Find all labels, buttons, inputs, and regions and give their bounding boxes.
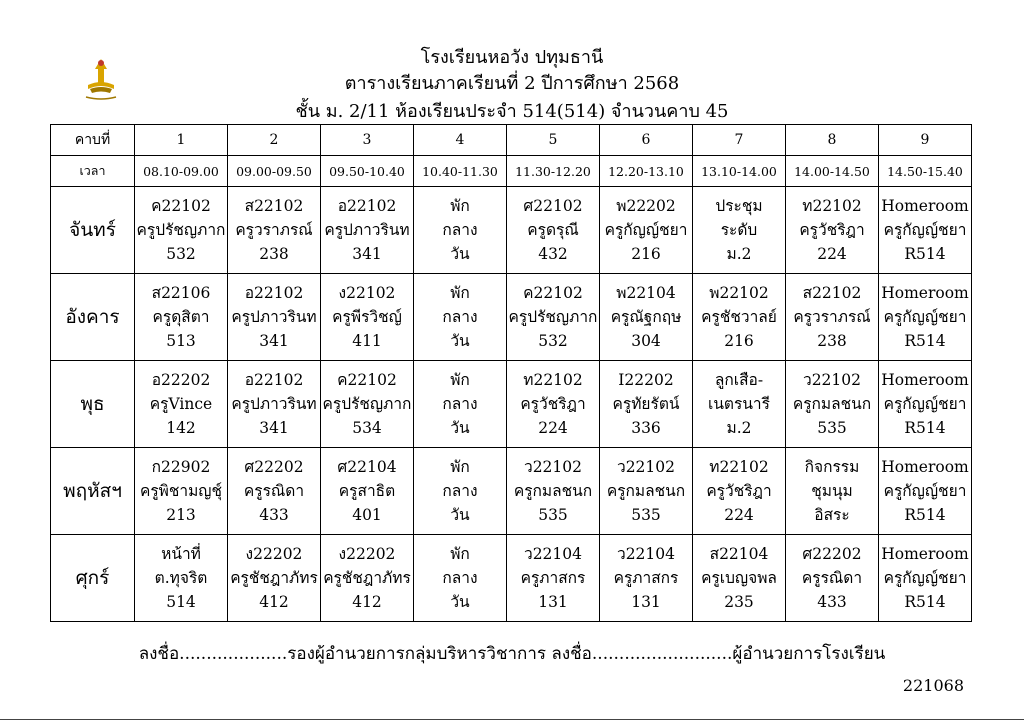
room-number: 238 [259, 245, 289, 263]
day-row [51, 535, 972, 622]
schedule-cell [507, 535, 600, 622]
teacher-name: ระดับ [720, 221, 758, 239]
period-number: 1 [135, 125, 228, 156]
room-number: 535 [817, 419, 847, 437]
subject-code: ว22104 [523, 545, 582, 563]
term-title: ตารางเรียนภาคเรียนที่ 2 ปีการศึกษา 2568 [344, 73, 680, 94]
schedule-cell [228, 274, 321, 361]
teacher-name: ครูปรัชญภาก [136, 221, 226, 239]
schedule-cell [228, 361, 321, 448]
teacher-name: ครูทัยรัตน์ [612, 395, 680, 413]
period-number: 2 [228, 125, 321, 156]
teacher-name: ครูกัญญ์ชยา [883, 395, 967, 413]
period-time: 12.20-13.10 [600, 156, 693, 187]
teacher-name: ครูปภาวรินท [324, 221, 410, 239]
room-number: R514 [904, 332, 946, 350]
teacher-name: กลาง [442, 395, 478, 413]
period-number: 8 [786, 125, 879, 156]
subject-code: พัก [450, 458, 470, 476]
teacher-name: ครูกัญญ์ชยา [883, 221, 967, 239]
schedule-cell [414, 274, 507, 361]
room-number: ม.2 [726, 245, 752, 263]
room-number: 412 [259, 593, 289, 611]
room-number: 433 [259, 506, 289, 524]
room-number: 131 [631, 593, 661, 611]
teacher-name: ครูกมลชนก [792, 395, 872, 413]
subject-code: อ22102 [244, 284, 304, 302]
subject-code: ศ22202 [802, 545, 862, 563]
subject-code: พัก [450, 371, 470, 389]
day-row [51, 361, 972, 448]
schedule-cell [600, 187, 693, 274]
subject-code: ศ22202 [244, 458, 304, 476]
subject-code: ค22102 [151, 197, 211, 215]
teacher-name: กลาง [442, 482, 478, 500]
teacher-name: ครูดุสิตา [152, 308, 210, 326]
subject-code: ส22104 [709, 545, 769, 563]
schedule-cell [507, 361, 600, 448]
room-number: 514 [166, 593, 196, 611]
schedule-cell [786, 361, 879, 448]
day-row [51, 448, 972, 535]
schedule-cell [135, 448, 228, 535]
subject-code: ลูกเสือ- [714, 371, 764, 389]
teacher-name: ครูภาสกร [520, 569, 586, 587]
schedule-cell [693, 187, 786, 274]
subject-code: ค22102 [523, 284, 583, 302]
subject-code: I22202 [618, 371, 674, 389]
period-time: 08.10-09.00 [135, 156, 228, 187]
room-number: 535 [538, 506, 568, 524]
time-row [51, 156, 972, 187]
schedule-cell [786, 535, 879, 622]
period-time: 09.00-09.50 [228, 156, 321, 187]
room-number: 341 [259, 419, 289, 437]
room-number: วัน [450, 419, 470, 437]
room-number: ม.2 [726, 419, 752, 437]
period-number: 6 [600, 125, 693, 156]
room-number: R514 [904, 245, 946, 263]
room-number: 216 [724, 332, 754, 350]
room-number: 213 [166, 506, 196, 524]
period-label: คาบที่ [51, 125, 135, 156]
schedule-cell [414, 361, 507, 448]
subject-code: ก22902 [151, 458, 211, 476]
period-number: 4 [414, 125, 507, 156]
schedule-cell [600, 361, 693, 448]
subject-code: ท22102 [802, 197, 862, 215]
teacher-name: ครูพีรวิชญ์ [332, 308, 402, 326]
schedule-cell [879, 361, 972, 448]
schedule-cell [414, 535, 507, 622]
subject-code: ง22102 [338, 284, 396, 302]
room-number: 224 [724, 506, 754, 524]
room-number: อิสระ [814, 506, 850, 524]
room-number: 433 [817, 593, 847, 611]
room-number: 238 [817, 332, 847, 350]
room-number: 513 [166, 332, 196, 350]
room-number: วัน [450, 245, 470, 263]
subject-code: หน้าที่ [161, 545, 201, 563]
room-number: 142 [166, 419, 196, 437]
period-row [51, 125, 972, 156]
class-info: ชั้น ม. 2/11 ห้องเรียนประจำ 514(514) จำนวนคาบ 45 [295, 101, 729, 122]
subject-code: Homeroom [881, 284, 969, 302]
schedule-cell [786, 187, 879, 274]
schedule-cell [507, 187, 600, 274]
day-name: ศุกร์ [51, 535, 135, 622]
room-number: 432 [538, 245, 568, 263]
teacher-name: กลาง [442, 569, 478, 587]
room-number: 341 [259, 332, 289, 350]
schedule-cell [135, 187, 228, 274]
teacher-name: ครูกัญญ์ชยา [883, 308, 967, 326]
schedule-cell [321, 187, 414, 274]
period-time: 10.40-11.30 [414, 156, 507, 187]
teacher-name: ครูกมลชนก [513, 482, 593, 500]
schedule-cell [693, 274, 786, 361]
teacher-name: ครูสาธิต [338, 482, 396, 500]
teacher-name: ครูวราภรณ์ [793, 308, 871, 326]
period-time: 09.50-10.40 [321, 156, 414, 187]
teacher-name: ครูดรุณี [527, 221, 579, 239]
teacher-name: ครูณัฐกฤษ [610, 308, 682, 326]
subject-code: Homeroom [881, 197, 969, 215]
schedule-cell [321, 535, 414, 622]
timetable [50, 124, 972, 622]
room-number: 412 [352, 593, 382, 611]
subject-code: พัก [450, 545, 470, 563]
room-number: R514 [904, 506, 946, 524]
period-number: 3 [321, 125, 414, 156]
teacher-name: ครูภาสกร [613, 569, 679, 587]
schedule-cell [600, 274, 693, 361]
school-name: โรงเรียนหอวัง ปทุมธานี [420, 47, 604, 68]
teacher-name: ครูปภาวรินท [231, 395, 317, 413]
teacher-name: ต.ทุจริต [154, 569, 208, 587]
schedule-cell [879, 448, 972, 535]
teacher-name: ครูVince [149, 395, 213, 413]
period-time: 13.10-14.00 [693, 156, 786, 187]
room-number: 235 [724, 593, 754, 611]
room-number: R514 [904, 593, 946, 611]
schedule-cell [879, 274, 972, 361]
subject-code: ส22102 [802, 284, 862, 302]
teacher-name: ครูกัญญ์ชยา [883, 482, 967, 500]
schedule-cell [693, 535, 786, 622]
schedule-cell [135, 274, 228, 361]
schedule-cell [786, 274, 879, 361]
room-number: 341 [352, 245, 382, 263]
subject-code: Homeroom [881, 458, 969, 476]
room-number: R514 [904, 419, 946, 437]
subject-code: ว22102 [523, 458, 582, 476]
schedule-cell [414, 448, 507, 535]
day-name: พฤหัสฯ [51, 448, 135, 535]
page-bottom-border [0, 719, 1024, 720]
schedule-cell [135, 361, 228, 448]
room-number: วัน [450, 332, 470, 350]
schedule-cell [879, 535, 972, 622]
day-name: จันทร์ [51, 187, 135, 274]
room-number: 224 [817, 245, 847, 263]
teacher-name: ครูปรัชญภาก [508, 308, 598, 326]
schedule-cell [321, 361, 414, 448]
room-number: 216 [631, 245, 661, 263]
room-number: 532 [166, 245, 196, 263]
room-number: 534 [352, 419, 382, 437]
room-number: 401 [352, 506, 382, 524]
subject-code: ศ22102 [523, 197, 583, 215]
subject-code: ว22102 [802, 371, 861, 389]
room-number: 224 [538, 419, 568, 437]
teacher-name: กลาง [442, 308, 478, 326]
teacher-name: ครูกัญญ์ชยา [883, 569, 967, 587]
subject-code: พ22202 [616, 197, 676, 215]
subject-code: Homeroom [881, 545, 969, 563]
subject-code: อ22102 [337, 197, 397, 215]
teacher-name: ครูวัชริฎา [799, 221, 865, 239]
schedule-cell [321, 274, 414, 361]
teacher-name: ครูวัชริฎา [706, 482, 772, 500]
schedule-cell [693, 448, 786, 535]
schedule-cell [228, 535, 321, 622]
schedule-cell [228, 448, 321, 535]
subject-code: ส22102 [244, 197, 304, 215]
subject-code: ท22102 [709, 458, 769, 476]
teacher-name: ครูชัชฎาภัทร [323, 569, 411, 587]
subject-code: พ22104 [616, 284, 676, 302]
subject-code: ศ22104 [337, 458, 397, 476]
schedule-cell [228, 187, 321, 274]
subject-code: ส22106 [151, 284, 211, 302]
teacher-name: ครูปรัชญภาก [322, 395, 412, 413]
subject-code: พ22102 [709, 284, 769, 302]
room-number: วัน [450, 506, 470, 524]
subject-code: ว22102 [616, 458, 675, 476]
subject-code: Homeroom [881, 371, 969, 389]
teacher-name: ครูชัชฎาภัทร [230, 569, 318, 587]
day-name: อังคาร [51, 274, 135, 361]
teacher-name: ครูปภาวรินท [231, 308, 317, 326]
teacher-name: ชุมนุม [811, 482, 853, 500]
teacher-name: ครูเบญจพล [701, 569, 777, 587]
schedule-cell [600, 448, 693, 535]
room-number: 336 [631, 419, 661, 437]
teacher-name: ครูวราภรณ์ [235, 221, 313, 239]
period-number: 5 [507, 125, 600, 156]
teacher-name: ครูกัญญ์ชยา [604, 221, 688, 239]
room-number: 535 [631, 506, 661, 524]
room-number: 411 [352, 332, 382, 350]
room-number: 131 [538, 593, 568, 611]
subject-code: ค22102 [337, 371, 397, 389]
subject-code: ง22202 [245, 545, 303, 563]
subject-code: ง22202 [338, 545, 396, 563]
subject-code: ว22104 [616, 545, 675, 563]
time-label: เวลา [51, 156, 135, 187]
subject-code: พัก [450, 197, 470, 215]
room-number: 304 [631, 332, 661, 350]
teacher-name: กลาง [442, 221, 478, 239]
schedule-cell [135, 535, 228, 622]
subject-code: ประชุม [715, 197, 763, 215]
day-name: พุธ [51, 361, 135, 448]
period-time: 14.50-15.40 [879, 156, 972, 187]
period-time: 14.00-14.50 [786, 156, 879, 187]
subject-code: อ22102 [244, 371, 304, 389]
schedule-cell [600, 535, 693, 622]
schedule-cell [507, 274, 600, 361]
period-number: 7 [693, 125, 786, 156]
schedule-cell [414, 187, 507, 274]
schedule-cell [693, 361, 786, 448]
period-time: 11.30-12.20 [507, 156, 600, 187]
subject-code: ท22102 [523, 371, 583, 389]
subject-code: พัก [450, 284, 470, 302]
schedule-cell [321, 448, 414, 535]
period-number: 9 [879, 125, 972, 156]
teacher-name: ครูพิชามญชุ์ [139, 482, 223, 500]
signature-line: ลงชื่อ....................รองผู้อำนวยการกลุ่มบริหารวิชาการ ลงชื่อ..........................ผู้อำนวยการโรงเรียน [138, 644, 886, 664]
schedule-cell [507, 448, 600, 535]
document-code: 221068 [902, 676, 964, 695]
teacher-name: ครูชัชวาลย์ [701, 308, 777, 326]
day-row [51, 274, 972, 361]
day-row [51, 187, 972, 274]
teacher-name: ครูวัชริฎา [520, 395, 586, 413]
schedule-cell [786, 448, 879, 535]
teacher-name: ครูกมลชนก [606, 482, 686, 500]
room-number: วัน [450, 593, 470, 611]
subject-code: อ22202 [151, 371, 211, 389]
subject-code: กิจกรรม [804, 458, 860, 476]
teacher-name: เนตรนารี [708, 395, 770, 413]
teacher-name: ครูรณิดา [801, 569, 863, 587]
room-number: 532 [538, 332, 568, 350]
teacher-name: ครูรณิดา [243, 482, 305, 500]
schedule-cell [879, 187, 972, 274]
